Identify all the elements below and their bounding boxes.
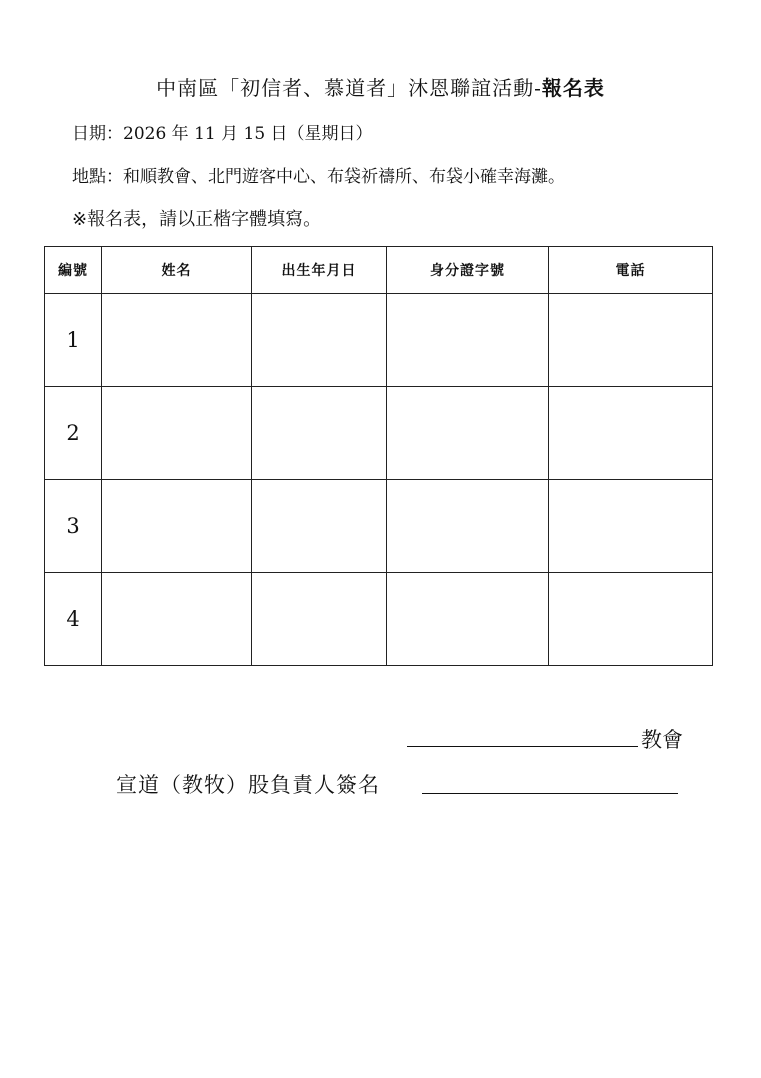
phone-cell[interactable] <box>549 387 713 480</box>
name-cell[interactable] <box>102 573 252 666</box>
phone-cell[interactable] <box>549 573 713 666</box>
registration-table <box>44 246 713 666</box>
birthdate-cell[interactable] <box>252 294 387 387</box>
header-phone: 電話 <box>549 247 713 294</box>
table-header-row <box>45 247 713 294</box>
form-title-main: 中南區「初信者、慕道者」沐恩聯誼活動- <box>156 76 542 100</box>
table-row <box>45 387 713 480</box>
phone-cell[interactable] <box>549 480 713 573</box>
signature-blank[interactable] <box>422 793 678 794</box>
birthdate-cell[interactable] <box>252 480 387 573</box>
event-location: 地點：和順教會、北門遊客中心、布袋祈禱所、布袋小確幸海灘。 <box>72 167 565 187</box>
name-cell[interactable] <box>102 387 252 480</box>
id-number-cell[interactable] <box>387 387 549 480</box>
table-row <box>45 294 713 387</box>
fill-instruction-note: ※報名表，請以正楷字體填寫。 <box>72 209 322 230</box>
header-id-number: 身分證字號 <box>387 247 549 294</box>
row-number: 2 <box>45 387 102 480</box>
church-name-blank[interactable] <box>407 746 638 747</box>
form-title-bold: 報名表 <box>541 76 605 100</box>
phone-cell[interactable] <box>549 294 713 387</box>
id-number-cell[interactable] <box>387 573 549 666</box>
id-number-cell[interactable] <box>387 480 549 573</box>
table-row <box>45 573 713 666</box>
row-number: 1 <box>45 294 102 387</box>
birthdate-cell[interactable] <box>252 387 387 480</box>
birthdate-cell[interactable] <box>252 573 387 666</box>
row-number: 4 <box>45 573 102 666</box>
signature-label: 宣道（教牧）股負責人簽名 <box>116 773 380 797</box>
church-label: 教會 <box>641 728 683 752</box>
row-number: 3 <box>45 480 102 573</box>
event-date: 日期：2026 年 11 月 15 日（星期日） <box>72 124 373 144</box>
form-title <box>0 72 761 101</box>
header-name: 姓名 <box>102 247 252 294</box>
table-row <box>45 480 713 573</box>
header-birthdate: 出生年月日 <box>252 247 387 294</box>
name-cell[interactable] <box>102 294 252 387</box>
id-number-cell[interactable] <box>387 294 549 387</box>
header-number: 編號 <box>45 247 102 294</box>
name-cell[interactable] <box>102 480 252 573</box>
